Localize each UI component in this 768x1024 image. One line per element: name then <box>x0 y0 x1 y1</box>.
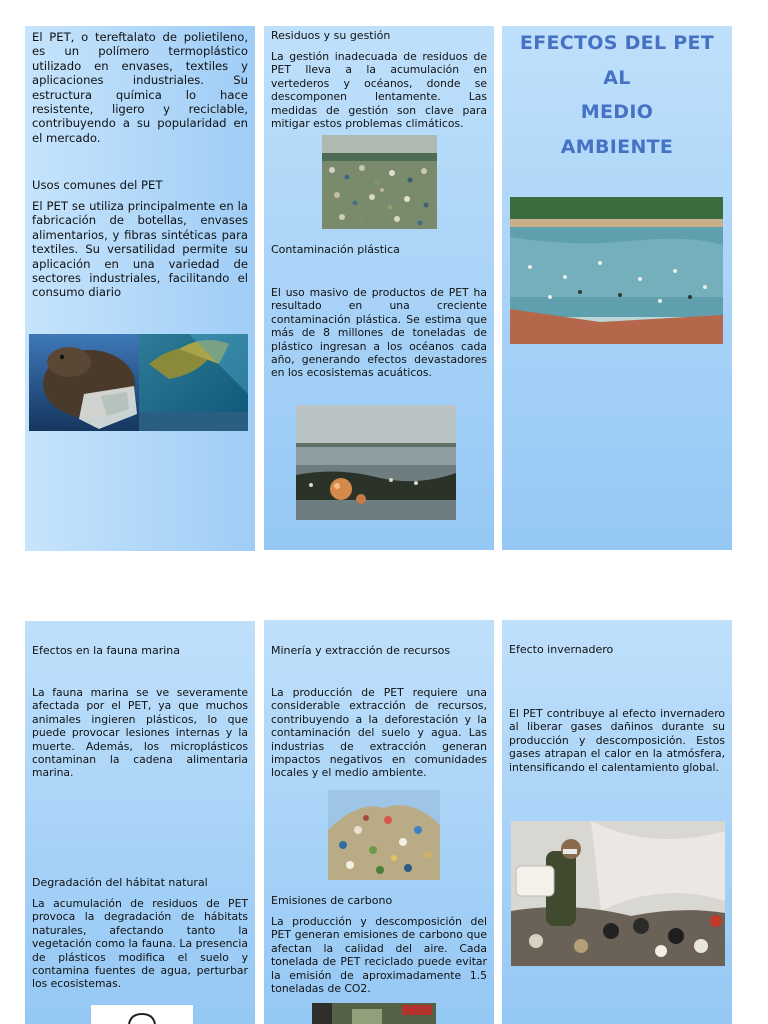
contaminacion-heading: Contaminación plástica <box>271 243 400 256</box>
burning-waste-image <box>511 821 725 966</box>
carbono-heading: Emisiones de carbono <box>271 894 393 907</box>
residuos-paragraph: La gestión inadecuada de residuos de PET lleva a la acumulación en vertederos y océanos, donde se descomponen lentamente. Las medidas de gestión son clave para mitigar estos problemas climáticos. <box>271 50 487 131</box>
marine-animals-plastic-image <box>29 334 248 431</box>
invernadero-paragraph: El PET contribuye al efecto invernadero al liberar gases dañinos durante su producción y descomposición. Estos gases atrapan el calor en la atmósfera, intensificando el calentamiento global. <box>509 707 725 774</box>
garbage-pile-image <box>328 790 440 880</box>
polluted-shore-image <box>510 197 723 344</box>
fauna-heading: Efectos en la fauna marina <box>32 644 180 657</box>
residuos-heading: Residuos y su gestión <box>271 29 391 42</box>
title-line-4: AMBIENTE <box>560 135 674 158</box>
usos-paragraph: El PET se utiliza principalmente en la fabricación de botellas, envases alimentarios, y fibras sintéticas para textiles. Su versatilidad permite su aplicación en una variedad de sectores industriales, facilitando el consumo diario <box>32 199 248 300</box>
habitat-paragraph: La acumulación de residuos de PET provoca la degradación de hábitats naturales, afectando tanto la vegetación como la fauna. La presencia de plásticos modifica el suelo y contamina fuentes de agua, perturbar los ecosistemas. <box>32 897 248 991</box>
recycling-icon-image <box>91 1005 193 1024</box>
contaminacion-paragraph: El uso masivo de productos de PET ha resultado en una creciente contaminación plástica. Se estima que más de 8 millones de toneladas de plástico ingresan a los océanos cada año, generando efectos devastadores en los ecosistemas acuáticos. <box>271 286 487 380</box>
mineria-paragraph: La producción de PET requiere una considerable extracción de recursos, contribuyendo a la deforestación y la contaminación del suelo y agua. Las industrias de extracción generan impactos negativos en comunidades locales y el medio ambiente. <box>271 686 487 780</box>
habitat-heading: Degradación del hábitat natural <box>32 876 208 889</box>
polluted-lake-image <box>296 405 456 520</box>
title-line-1: EFECTOS DEL PET <box>519 32 715 54</box>
street-image <box>312 1003 436 1024</box>
title-line-2: AL <box>603 66 631 89</box>
intro-paragraph: El PET, o tereftalato de polietileno, es un polímero termoplástico utilizado en envases, textiles y aplicaciones industriales. Su estructura química lo hace resistente, ligero y reciclable, contribuyendo a su popularidad en el mercado. <box>32 30 248 145</box>
waste-river-image <box>322 135 437 229</box>
carbono-paragraph: La producción y descomposición del PET generan emisiones de carbono que afectan la calidad del aire. Cada tonelada de PET reciclado puede evitar la emisión de aproximadamente 1.5 toneladas de CO2. <box>271 915 487 996</box>
usos-heading: Usos comunes del PET <box>32 178 163 192</box>
fauna-paragraph: La fauna marina se ve severamente afectada por el PET, ya que muchos animales ingieren plásticos, lo que puede provocar lesiones internas y la muerte. Además, los microplásticos contaminan la cadena alimentaria marina. <box>32 686 248 780</box>
invernadero-heading: Efecto invernadero <box>509 643 614 656</box>
brochure-title <box>503 26 731 164</box>
title-line-3: MEDIO <box>580 101 654 123</box>
mineria-heading: Minería y extracción de recursos <box>271 644 451 657</box>
